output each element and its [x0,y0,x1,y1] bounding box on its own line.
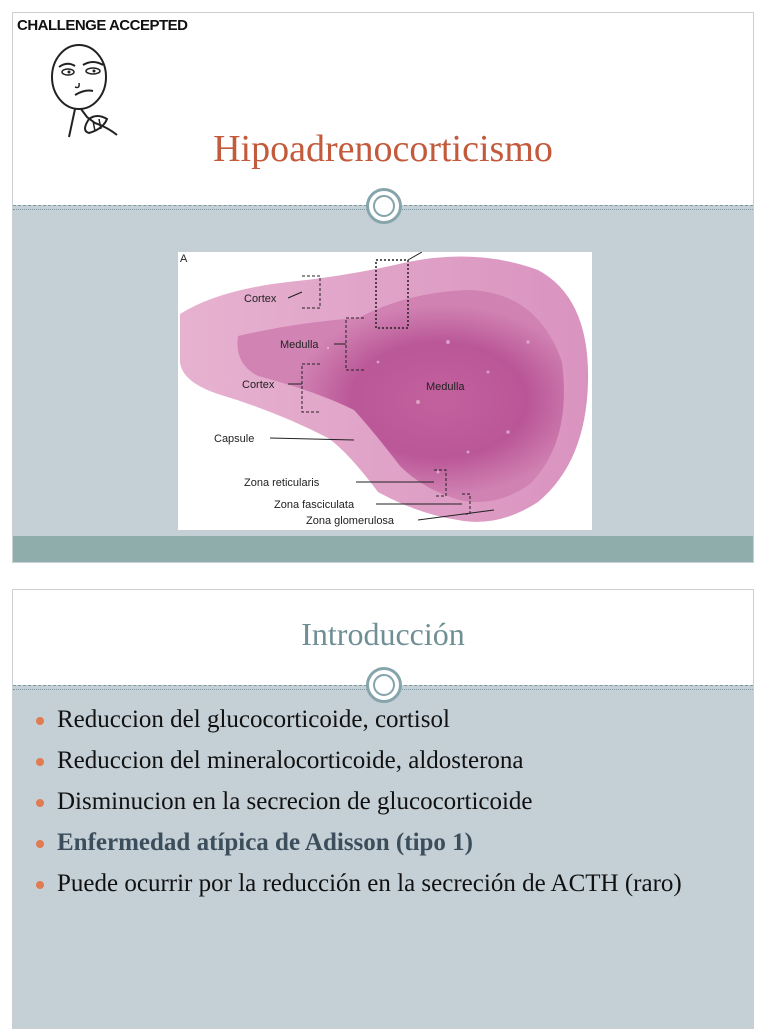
bullet-item: Reduccion del mineralocorticoide, aldosterona [33,745,743,777]
slide-introduccion [12,589,754,1029]
label-medulla-center: Medulla [426,381,465,393]
slide-title [12,12,754,563]
label-zona-reticularis: Zona reticularis [244,477,320,489]
slide-footer-bar [13,536,753,562]
bullet-item: Puede ocurrir por la reducción en la secreción de ACTH (raro) [33,868,743,900]
adrenal-gland-image [178,252,592,530]
bullet-item-emphasis: Enfermedad atípica de Adisson (tipo 1) [33,827,743,859]
bullet-item: Reduccion del glucocorticoide, cortisol [33,704,743,736]
challenge-accepted-meme [15,15,188,141]
divider-ring-ornament [366,188,402,224]
meme-face-icon [45,39,145,139]
figure-corner-letter: A [180,253,188,265]
meme-caption: CHALLENGE ACCEPTED [17,17,188,34]
bullet-list [33,704,743,909]
label-zona-glomerulosa: Zona glomerulosa [306,515,395,527]
bullet-item: Disminucion en la secrecion de glucocorticoide [33,786,743,818]
label-cortex-mid: Cortex [242,379,275,391]
label-capsule: Capsule [214,433,255,445]
divider-ring-ornament [366,667,402,703]
adrenal-histology-figure [178,252,592,530]
label-cortex-top: Cortex [244,293,277,305]
label-medulla-left: Medulla [280,339,319,351]
label-zona-fasciculata: Zona fasciculata [274,499,355,511]
slide-title: Introducción [301,616,465,652]
presentation-title: Hipoadrenocorticismo [213,128,553,170]
